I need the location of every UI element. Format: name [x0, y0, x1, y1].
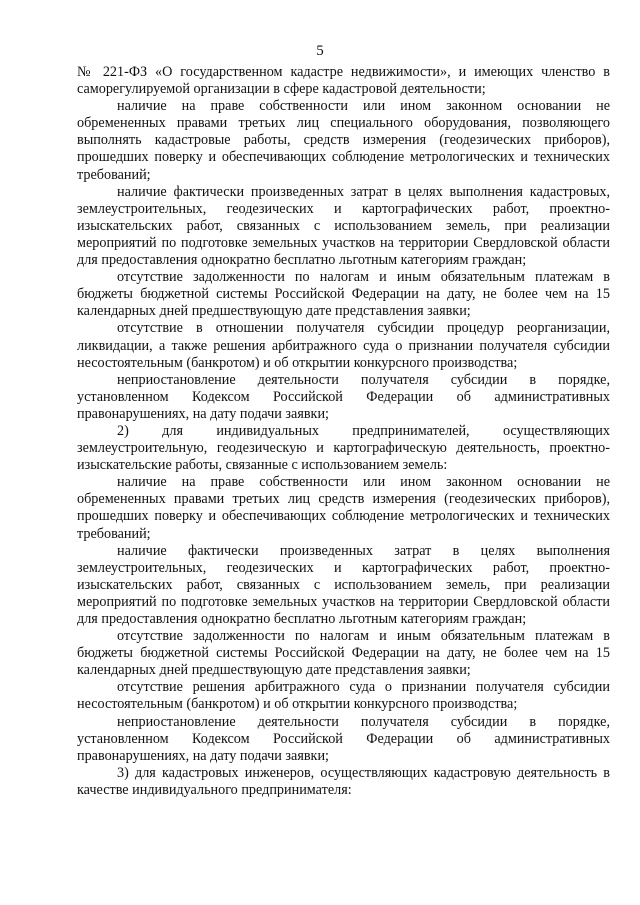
paragraph: неприостановление деятельности получателя субсидии в порядке, установленном Кодексом Российской Федерации об административных правонарушениях, на дату подачи заявки; [77, 371, 610, 422]
paragraph: наличие фактически произведенных затрат в целях выполнения кадастровых, землеустроительных, геодезических и картографических работ, проектно-изыскательских работ, связанных с использованием земель, при реализации мероприятий по подготовке земельных участков на территории Свердловской области для предоставления однократно бесплатно льготным категориям граждан; [77, 183, 610, 269]
paragraph: отсутствие в отношении получателя субсидии процедур реорганизации, ликвидации, а также решения арбитражного суда о признании получателя субсидии несостоятельным (банкротом) и об открытии конкурсного производства; [77, 320, 610, 371]
paragraph: отсутствие задолженности по налогам и иным обязательным платежам в бюджеты бюджетной системы Российской Федерации на дату, не более чем на 15 календарных дней предшествующую дате представления заявки; [77, 269, 610, 320]
paragraph: отсутствие задолженности по налогам и иным обязательным платежам в бюджеты бюджетной системы Российской Федерации на дату, не более чем на 15 календарных дней предшествующую дате представления заявки; [77, 628, 610, 679]
paragraph: наличие на праве собственности или ином законном основании не обремененных правами третьих лиц специального оборудования, позволяющего выполнять кадастровые работы, средств измерения (геодезических приборов), прошедших поверку и обеспечивающих соблюдение метрологических и технических требований; [77, 98, 610, 183]
paragraph: наличие на праве собственности или ином законном основании не обремененных правами третьих лиц средств измерения (геодезических приборов), прошедших поверку и обеспечивающих соблюдение метрологических и технических требований; [77, 474, 610, 542]
paragraph: 2) для индивидуальных предпринимателей, осуществляющих землеустроительную, геодезическую и картографическую деятельность, проектно-изыскательские работы, связанные с использованием земель: [77, 422, 610, 474]
page-number: 5 [316, 43, 324, 59]
document-body [77, 64, 610, 799]
paragraph: наличие фактически произведенных затрат в целях выполнения землеустроительных, геодезических и картографических работ, проектно-изыскательских работ, связанных с использованием земель, при реализации мероприятий по подготовке земельных участков на территории Свердловской области для предоставления однократно бесплатно льготным категориям граждан; [77, 542, 610, 627]
paragraph: неприостановление деятельности получателя субсидии в порядке, установленном Кодексом Российской Федерации об административных правонарушениях, на дату подачи заявки; [77, 713, 610, 764]
paragraph: № 221-ФЗ «О государственном кадастре недвижимости», и имеющих членство в саморегулируемой организации в сфере кадастровой деятельности; [77, 64, 610, 98]
paragraph: отсутствие решения арбитражного суда о признании получателя субсидии несостоятельным (банкротом) и об открытии конкурсного производства; [77, 679, 610, 713]
paragraph: 3) для кадастровых инженеров, осуществляющих кадастровую деятельность в качестве индивидуального предпринимателя: [77, 764, 610, 798]
